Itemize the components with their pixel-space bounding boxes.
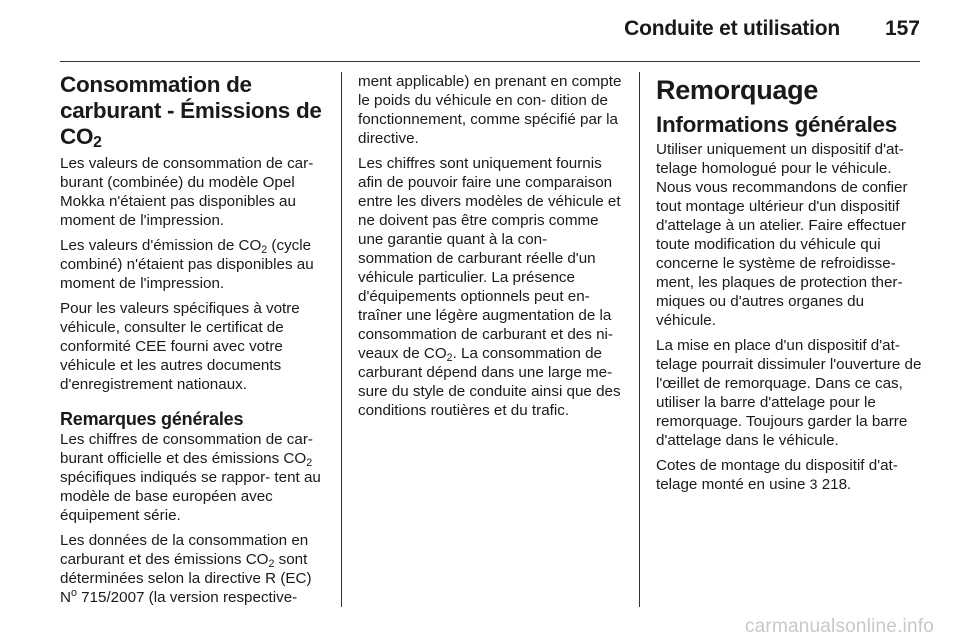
paragraph: Cotes de montage du dispositif d'at- telage monté en usine 3 218. xyxy=(656,457,898,493)
paragraph: ment applicable) en prenant en compte le poids du véhicule en con- dition de fonctionnement, comme spécifié par la directive. xyxy=(358,73,622,147)
paragraph: Les valeurs de consommation de car- burant (combinée) du modèle Opel Mokka n'étaient pas disponibles au moment de l'impression. xyxy=(60,155,314,229)
page-header xyxy=(0,0,960,60)
page-number: 157 xyxy=(884,17,920,40)
subheading-general-info: Informations générales xyxy=(656,112,897,137)
column-divider xyxy=(341,72,342,607)
page-reference-icon[interactable]: 3 xyxy=(809,476,818,492)
column-1 xyxy=(60,72,326,613)
watermark: carmanualsonline.info xyxy=(744,616,934,637)
paragraph: Les valeurs d'émission de $CO_2$ (cycle combiné) n'étaient pas disponibles au moment de l'impression. xyxy=(60,237,314,292)
chapter-title: Conduite et utilisation xyxy=(624,17,840,40)
paragraph: Les chiffres sont uniquement fournis afin de pouvoir faire une comparaison entre les divers modèles de véhicule et ne doivent pas être compris comme une garantie quant à la con- sommation de carburant réelle d'un véhicule particulier. La présence d'équipements optionnels peut en- traîner une légère augmentation de la consommation de carburant et des ni- veaux de $CO_2$. La consommation de carburant dépend dans une large me- sure du style de conduite ainsi que des conditions routières et du trafic. xyxy=(358,155,621,419)
paragraph: La mise en place d'un dispositif d'at- telage pourrait dissimuler l'ouverture de l'œillet de remorquage. Dans ce cas, utiliser la barre d'attelage pour le remorquage. Toujours garder la barre d'attelage dans le véhicule. xyxy=(656,337,922,449)
paragraph: Utiliser uniquement un dispositif d'at- telage homologué pour le véhicule. Nous vous recommandons de confier tout montage ultérieur d'un dispositif d'attelage à un atelier. Faire effectuer toute modification du véhicule qui concerne le système de refroidisse- ment, les plaques de protection ther- miques ou d'autres organes du véhicule. xyxy=(656,141,908,329)
paragraph: Les données de la consommation en carburant et des émissions $CO_2$ sont déterminées selon la directive R (EC) $N^o$ 715/2007 (la version respective- xyxy=(60,532,312,606)
paragraph: Pour les valeurs spécifiques à votre véhicule, consulter le certificat de conformité CEE fourni avec votre véhicule et les autres documents d'enregistrement nationaux. xyxy=(60,300,300,393)
header-divider xyxy=(60,61,920,62)
column-2 xyxy=(358,72,624,426)
section-heading-towing: Remorquage xyxy=(656,75,819,105)
subheading-general-remarks: Remarques générales xyxy=(60,409,244,429)
column-3 xyxy=(656,72,922,500)
column-divider xyxy=(639,72,640,607)
paragraph: Les chiffres de consommation de car- burant officielle et des émissions $CO_2$ spécifiques indiqués se rappor- tent au modèle de base européen avec équipement série. xyxy=(60,431,321,524)
section-heading-consumption: Consommation de carburant - Émissions de $CO_2$ xyxy=(60,72,322,151)
